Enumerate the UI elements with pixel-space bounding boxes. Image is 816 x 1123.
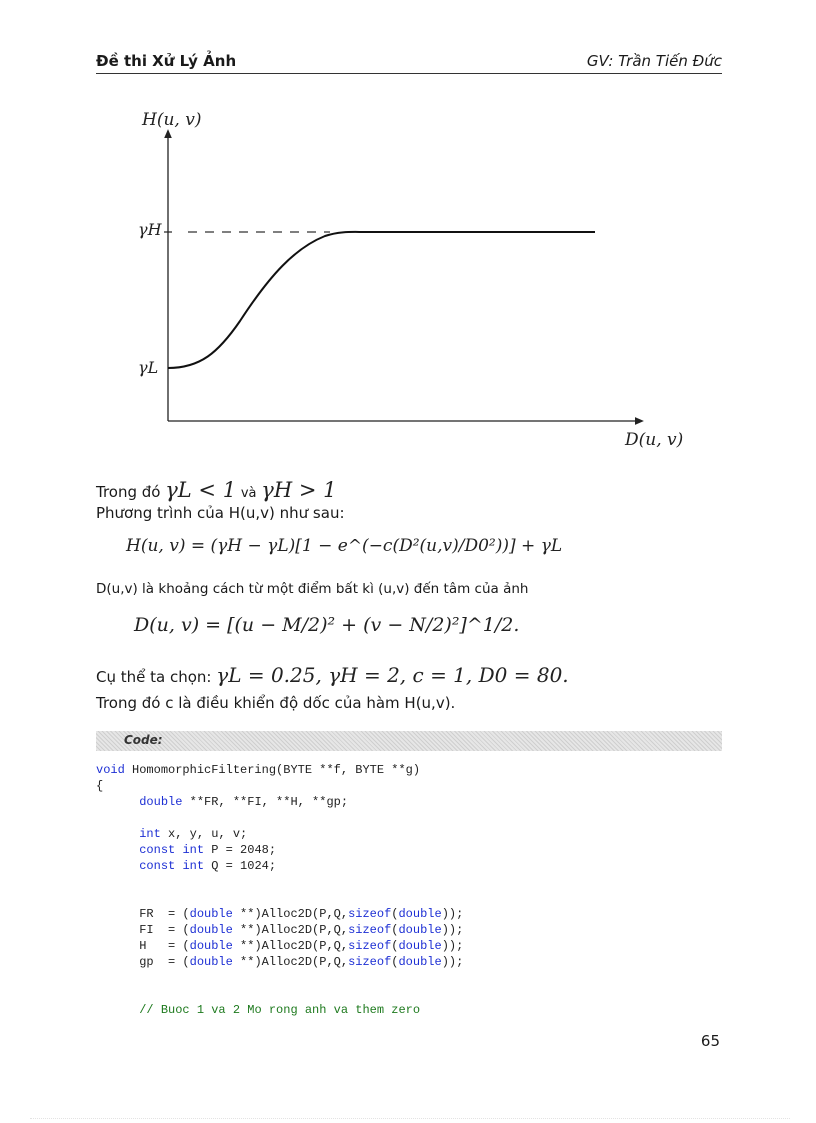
code-line: [96, 922, 463, 938]
code-keyword: int: [139, 827, 161, 841]
parameter-choice: [96, 663, 569, 687]
code-text: FR = (: [96, 907, 190, 921]
code-line: [96, 858, 463, 874]
code-keyword: sizeof: [348, 907, 392, 921]
code-comment: // Buoc 1 va 2 Mo rong anh va them zero: [139, 1003, 421, 1017]
code-keyword: double: [398, 907, 442, 921]
y-axis-label: H(u, v): [142, 110, 202, 130]
code-keyword: double: [398, 955, 442, 969]
code-keyword: int: [182, 859, 205, 873]
code-line: [96, 842, 463, 858]
code-text: Q = 1024;: [204, 859, 277, 873]
code-line: [96, 890, 463, 906]
code-text: **)Alloc2D(P,Q,: [232, 907, 349, 921]
code-line: [96, 794, 463, 810]
filter-curve-figure: [130, 103, 690, 453]
code-text: (: [391, 939, 399, 953]
code-keyword: double: [189, 923, 233, 937]
equation-d: D(u, v) = [(u − M/2)² + (v − N/2)²]^1/2.: [134, 614, 520, 636]
equation-h: H(u, v) = (γH − γL)[1 − e^(−c(D²(u,v)/D0²))] + γL: [126, 536, 563, 556]
code-keyword: double: [398, 923, 442, 937]
code-keyword: sizeof: [348, 955, 392, 969]
code-text: ));: [441, 907, 464, 921]
where-prefix: Trong đó: [96, 483, 161, 501]
code-text: HomomorphicFiltering(BYTE **f, BYTE **g): [124, 763, 421, 777]
code-text: x, y, u, v;: [160, 827, 248, 841]
document-title: Đề thi Xử Lý Ảnh: [96, 52, 237, 70]
code-title: Code:: [124, 733, 163, 747]
code-keyword: sizeof: [348, 939, 392, 953]
code-keyword: void: [96, 763, 125, 777]
code-header-bar: [96, 731, 722, 751]
code-text: gp = (: [96, 955, 190, 969]
code-text: **)Alloc2D(P,Q,: [232, 939, 349, 953]
code-text: (: [391, 955, 399, 969]
page-number: 65: [700, 1032, 720, 1050]
and-word: và: [240, 486, 257, 501]
code-line: [96, 826, 463, 842]
code-text: [96, 1003, 139, 1017]
gamma-h-label: γH: [138, 220, 162, 239]
equation-intro: Phương trình của H(u,v) như sau:: [96, 504, 345, 522]
code-line: [96, 874, 463, 890]
code-text: H = (: [96, 939, 190, 953]
code-line: [96, 938, 463, 954]
code-text: **)Alloc2D(P,Q,: [232, 955, 349, 969]
code-text: [96, 859, 139, 873]
code-text: {: [96, 779, 104, 793]
code-text: (: [391, 923, 399, 937]
code-text: ));: [441, 955, 464, 969]
code-keyword: double: [139, 795, 183, 809]
parameter-values: γL = 0.25, γH = 2, c = 1, D0 = 80.: [216, 663, 569, 687]
code-text: **)Alloc2D(P,Q,: [232, 923, 349, 937]
header-divider: [96, 73, 722, 74]
code-line: [96, 762, 463, 778]
code-keyword: double: [189, 955, 233, 969]
code-line: [96, 778, 463, 794]
code-keyword: sizeof: [348, 923, 392, 937]
code-line: [96, 906, 463, 922]
slope-description: Trong đó c là điều khiển độ dốc của hàm H(u,v).: [96, 694, 456, 712]
footer-dotted-line: [30, 1118, 790, 1119]
code-keyword: double: [189, 939, 233, 953]
code-line: [96, 810, 463, 826]
x-axis-label: D(u, v): [625, 430, 684, 450]
teacher-name: GV: Trần Tiến Đức: [586, 52, 722, 70]
code-text: **FR, **FI, **H, **gp;: [182, 795, 349, 809]
code-text: ));: [441, 939, 464, 953]
gamma-l-label: γL: [138, 358, 159, 377]
gamma-conditions: [96, 478, 336, 502]
code-keyword: double: [398, 939, 442, 953]
gamma-l-condition: γL < 1: [165, 478, 237, 502]
code-keyword: int: [182, 843, 205, 857]
code-keyword: const: [139, 859, 176, 873]
code-block: [96, 762, 463, 1018]
code-text: ));: [441, 923, 464, 937]
code-text: P = 2048;: [204, 843, 277, 857]
code-line: [96, 970, 463, 986]
code-text: [96, 843, 139, 857]
code-line: [96, 954, 463, 970]
transfer-curve: [168, 232, 595, 368]
choose-prefix: Cụ thể ta chọn:: [96, 668, 212, 686]
code-line: [96, 1002, 463, 1018]
code-keyword: double: [189, 907, 233, 921]
code-text: [96, 795, 139, 809]
distance-description: D(u,v) là khoảng cách từ một điểm bất kì (u,v) đến tâm của ảnh: [96, 581, 529, 597]
code-text: (: [391, 907, 399, 921]
code-text: [96, 827, 139, 841]
gamma-h-condition: γH > 1: [261, 478, 337, 502]
code-line: [96, 986, 463, 1002]
code-keyword: const: [139, 843, 176, 857]
code-text: FI = (: [96, 923, 190, 937]
